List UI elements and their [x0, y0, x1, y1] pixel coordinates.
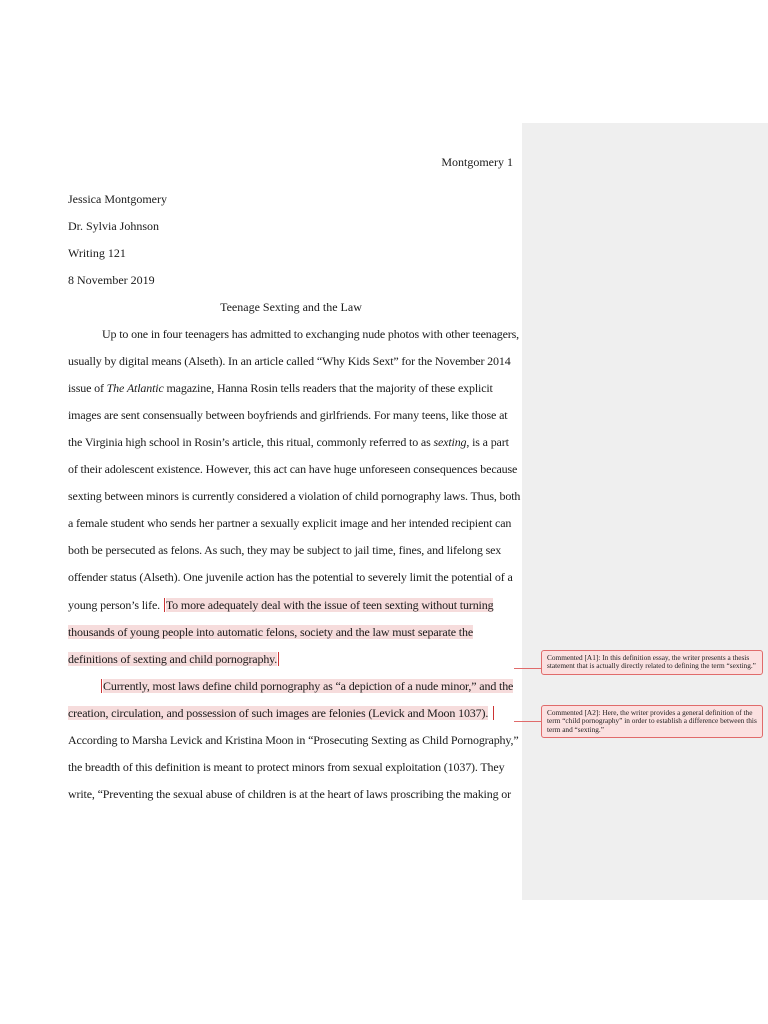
body-line: Up to one in four teenagers has admitted to exchanging nude photos with other teenagers,: [102, 327, 520, 341]
body-line: both be persecuted as felons. As such, they may be subject to jail time, fines, and lifelong sex: [68, 543, 502, 557]
comment-connector: [514, 721, 541, 722]
body-text: magazine, Hanna Rosin tells readers that the majority of these explicit: [163, 381, 493, 395]
highlighted-thesis[interactable]: thousands of young people into automatic felons, society and the law must separate the: [68, 625, 473, 639]
body-line: offender status (Alseth). One juvenile action has the potential to severely limit the potential of a: [68, 570, 513, 584]
body-line: [68, 435, 509, 450]
body-text: issue of: [68, 381, 107, 395]
body-line: [68, 706, 495, 721]
body-line: [68, 598, 493, 613]
body-text: , is a part: [466, 435, 509, 449]
body-line: [68, 381, 493, 396]
essay-title: Teenage Sexting and the Law: [220, 300, 362, 314]
comment-pane: [522, 123, 768, 900]
body-line: images are sent consensually between boyfriends and girlfriends. For many teens, like those at: [68, 408, 508, 422]
comment-balloon-a1[interactable]: [541, 650, 763, 675]
comment-anchor-a1[interactable]: [164, 598, 165, 612]
italic-text: The Atlantic: [106, 381, 164, 395]
comment-connector: [514, 668, 541, 669]
comment-anchor-end-a1[interactable]: [278, 652, 279, 666]
body-line: [68, 652, 280, 667]
highlighted-thesis[interactable]: To more adequately deal with the issue of teen sexting without turning: [165, 598, 494, 612]
body-line: usually by digital means (Alseth). In an article called “Why Kids Sext” for the November 2014: [68, 354, 511, 368]
course-name: Writing 121: [68, 246, 126, 260]
italic-text: sexting: [433, 435, 467, 449]
body-line: the breadth of this definition is meant to protect minors from sexual exploitation (1037). They: [68, 760, 505, 774]
comment-text: In this definition essay, the writer presents a thesis statement that is actually directly related to defining the term “sexting.”: [547, 653, 756, 671]
body-line: According to Marsha Levick and Kristina Moon in “Prosecuting Sexting as Child Pornography,”: [68, 733, 519, 747]
body-line: [68, 625, 473, 640]
comment-label: Commented [A2]:: [547, 708, 601, 717]
body-text: young person’s life.: [68, 598, 163, 612]
body-line: sexting between minors is currently considered a violation of child pornography laws. Thus, both: [68, 489, 521, 503]
author-name: Jessica Montgomery: [68, 192, 167, 206]
highlighted-thesis[interactable]: definitions of sexting and child pornography.: [68, 652, 278, 666]
body-line: write, “Preventing the sexual abuse of children is at the heart of laws proscribing the making or: [68, 787, 511, 801]
comment-label: Commented [A1]:: [547, 653, 601, 662]
body-line: a female student who sends her partner a sexually explicit image and her intended recipient can: [68, 516, 512, 530]
comment-anchor-end-a2[interactable]: [493, 706, 494, 720]
comment-balloon-a2[interactable]: [541, 705, 763, 738]
comment-text: Here, the writer provides a general definition of the term “child pornography” in order to establish a difference between this term and “sexting.”: [547, 708, 757, 734]
highlighted-definition[interactable]: Currently, most laws define child pornography as “a depiction of a nude minor,” and the: [103, 679, 514, 693]
body-line: of their adolescent existence. However, this act can have huge unforeseen consequences because: [68, 462, 518, 476]
page-header: Montgomery 1: [441, 155, 513, 169]
essay-date: 8 November 2019: [68, 273, 155, 287]
body-text: the Virginia high school in Rosin’s article, this ritual, commonly referred to as: [68, 435, 434, 449]
highlighted-definition[interactable]: creation, circulation, and possession of such images are felonies (Levick and Moon 1037).: [68, 706, 489, 720]
instructor-name: Dr. Sylvia Johnson: [68, 219, 160, 233]
body-line: [100, 679, 513, 694]
comment-anchor-a2[interactable]: [101, 679, 102, 693]
